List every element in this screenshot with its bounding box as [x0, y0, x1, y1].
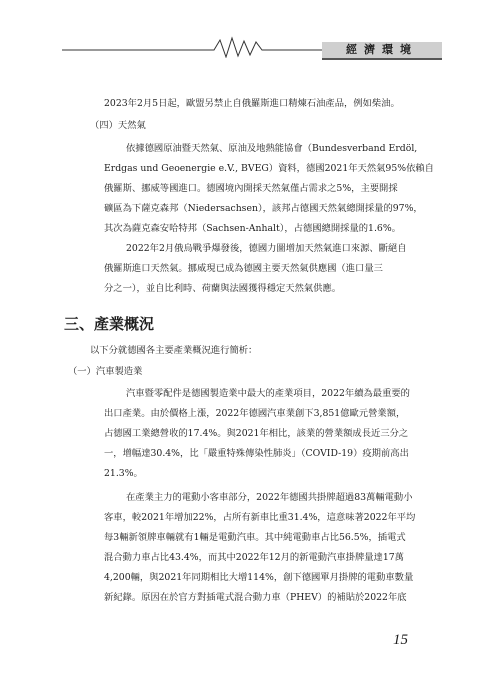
body-line: 汽車暨零配件是德國製造業中最大的產業項目，2022年續為最重要的	[126, 388, 410, 399]
body-line: 2022年2月俄烏戰爭爆發後，德國力圖增加天然氣進口來源、斷絕自	[126, 243, 407, 254]
header-title: 經濟環境	[322, 42, 442, 60]
page-header	[0, 36, 480, 58]
body-line: 占德國工業總營收的17.4%。與2021年相比，該業的營業額成長近三分之	[104, 428, 409, 439]
body-line: 礦區為下薩克森邦（Niedersachsen），該邦占德國天然氣總開採量的97%，	[104, 203, 423, 214]
body-line: 俄羅斯、挪威等國進口。德國境內開採天然氣僅占需求之5%，主要開採	[104, 183, 398, 194]
body-line: 俄羅斯進口天然氣。挪威現已成為德國主要天然氣供應國（進口量三	[104, 263, 383, 274]
body-line: 4,200輛，與2021年同期相比大增114%，創下德國單月掛牌的電動車數量	[104, 572, 414, 583]
body-line: 混合動力車占比43.4%，而其中2022年12月的新電動汽車掛牌量達17萬	[104, 552, 404, 563]
body-line: 在產業主力的電動小客車部分，2022年德國共掛牌超過83萬輛電動小	[126, 492, 413, 503]
subsection-heading: （四）天然氣	[90, 120, 146, 131]
body-line: 出口產業。由於價格上漲，2022年德國汽車業創下3,851億歐元營業額，	[104, 408, 406, 419]
body-line: 21.3%。	[104, 468, 143, 479]
body-line: 以下分就德國各主要產業概況進行簡析：	[90, 345, 258, 356]
body-line: 分之一），並自比利時、荷蘭與法國獲得穩定天然氣供應。	[104, 283, 342, 294]
body-line: 新紀錄。原因在於官方對插電式混合動力車（PHEV）的補貼於2022年底	[104, 592, 407, 603]
page-number: 15	[393, 632, 408, 648]
body-line: 其次為薩克森安哈特邦（Sachsen-Anhalt），占德國總開採量的1.6%。	[104, 223, 401, 234]
subsection-heading: （一）汽車製造業	[68, 366, 143, 377]
body-line: Erdgas und Geoenergie e.V., BVEG）資料，德國2021年天然氣95%依賴自	[104, 163, 434, 174]
section-heading: 三、產業概況	[64, 315, 155, 333]
body-line: 客車，較2021年增加22%，占所有新車比重31.4%，這意味著2022年平均	[104, 512, 416, 523]
body-line: 2023年2月5日起，歐盟另禁止自俄羅斯進口精煉石油產品，例如柴油。	[104, 98, 400, 109]
body-line: 一，增幅達30.4%，比「嚴重特殊傳染性肺炎」（COVID-19）疫期前高出	[104, 448, 409, 459]
body-line: 每3輛新領牌車輛就有1輛是電動汽車。其中純電動車占比56.5%，插電式	[104, 532, 406, 543]
body-line: 依據德國原油暨天然氣、原油及地熱能協會（Bundesverband Erdöl,	[126, 143, 418, 154]
